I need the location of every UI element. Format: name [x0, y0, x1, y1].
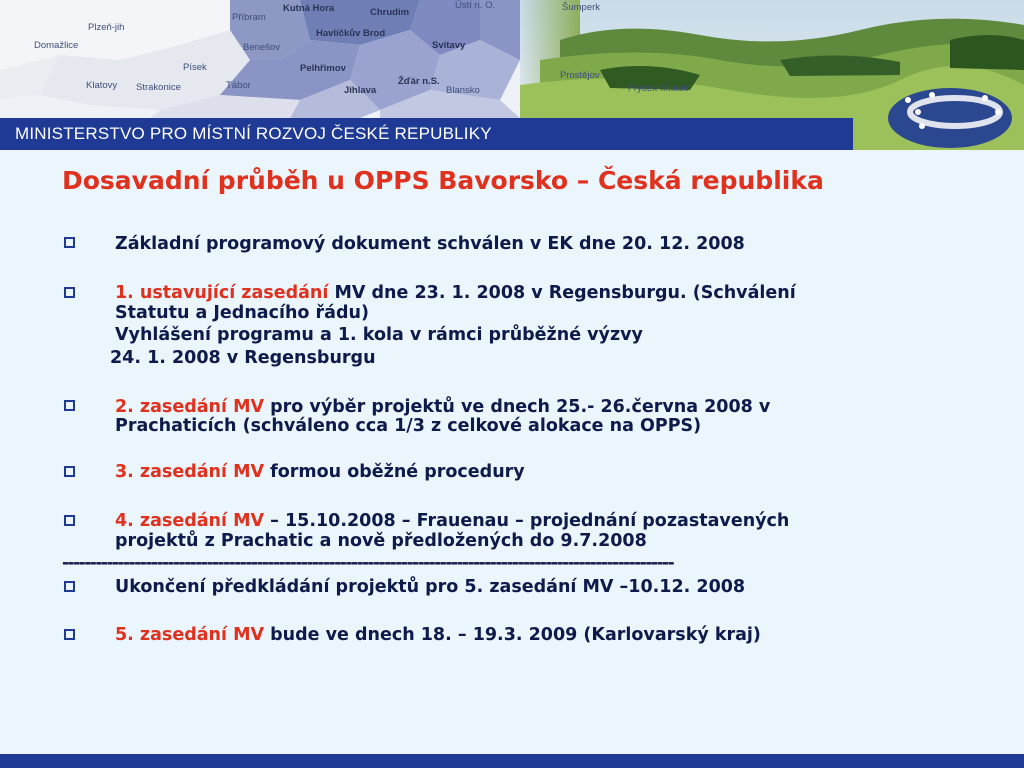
- list-item: [115, 397, 770, 418]
- map-label: Svitavy: [432, 40, 466, 51]
- list-item: Ukončení předkládání projektů pro 5. zasedání MV –10.12. 2008: [115, 577, 746, 597]
- map-label: Ústí n. O.: [455, 0, 496, 11]
- bullet-icon: [64, 515, 75, 526]
- map-label: Žďár n.S.: [398, 76, 440, 87]
- map-label: Plzeň-jih: [88, 22, 125, 33]
- bullet-icon: [64, 629, 75, 640]
- bullet-icon: [64, 237, 75, 248]
- map-label: Klatovy: [86, 80, 118, 91]
- map-label: Prostějov: [560, 70, 600, 81]
- meeting-label: 1. ustavující zasedání: [115, 283, 329, 303]
- map-label: Blansko: [446, 85, 480, 96]
- map-label: Tábor: [226, 80, 251, 91]
- list-item: Základní programový dokument schválen v EK dne 20. 12. 2008: [115, 234, 745, 254]
- map-label: Šumperk: [562, 2, 601, 13]
- list-item: [115, 462, 525, 483]
- item-continuation: Statutu a Jednacího řádu): [115, 303, 369, 323]
- map-label: Jihlava: [344, 85, 377, 96]
- map-label: Domažlice: [34, 40, 79, 51]
- bullet-icon: [64, 466, 75, 477]
- map-label: Pelhřimov: [300, 63, 346, 74]
- item-text: . (Schválení: [680, 283, 796, 303]
- bullet-icon: [64, 581, 75, 592]
- bullet-icon: [64, 400, 75, 411]
- footer-bar: [0, 754, 1024, 768]
- item-continuation: Prachaticích (schváleno cca 1/3 z celkové alokace na OPPS): [115, 416, 702, 436]
- map-label: Chrudim: [370, 7, 410, 18]
- dashed-separator: --------------------------------------------------------------------------------------------------------------: [62, 553, 674, 573]
- map-label: Frýdek-Místek: [628, 83, 689, 94]
- meeting-label: 5. zasedání MV: [115, 625, 265, 645]
- map-label: Strakonice: [136, 82, 181, 93]
- meeting-label: 4. zasedání MV: [115, 511, 265, 531]
- slide-title: Dosavadní průběh u OPPS Bavorsko – Česká republika: [62, 166, 824, 195]
- ministry-title: MINISTERSTVO PRO MÍSTNÍ ROZVOJ ČESKÉ REPUBLIKY: [15, 124, 492, 143]
- map-label: Příbram: [232, 12, 266, 23]
- item-text: formou oběžné procedury: [264, 462, 525, 482]
- item-text: pro výběr projektů ve dnech 25.- 26.června 2008 v: [264, 397, 771, 417]
- meeting-label: 3. zasedání MV: [115, 462, 265, 482]
- list-item: [115, 283, 796, 304]
- meeting-label: 2. zasedání MV: [115, 397, 265, 417]
- item-continuation: 24. 1. 2008 v Regensburgu: [110, 348, 376, 368]
- item-text: bude ve dnech 18. – 19.3. 2009 (Karlovarský kraj): [264, 625, 761, 645]
- bullet-icon: [64, 287, 75, 298]
- map-label: Písek: [183, 62, 207, 73]
- item-continuation: projektů z Prachatic a nově předložených do 9.7.2008: [115, 531, 647, 551]
- item-text: – 15.10.2008 – Frauenau – projednání pozastavených: [264, 511, 790, 531]
- list-item: [115, 511, 789, 532]
- map-label: Benešov: [243, 42, 280, 53]
- map-label: Kutná Hora: [283, 3, 335, 14]
- item-text: MV dne 23. 1. 2008 v Regensburgu: [328, 283, 680, 303]
- list-item: [115, 625, 761, 646]
- map-label: Havlíčkův Brod: [316, 28, 386, 39]
- item-continuation: Vyhlášení programu a 1. kola v rámci průběžné výzvy: [115, 325, 643, 345]
